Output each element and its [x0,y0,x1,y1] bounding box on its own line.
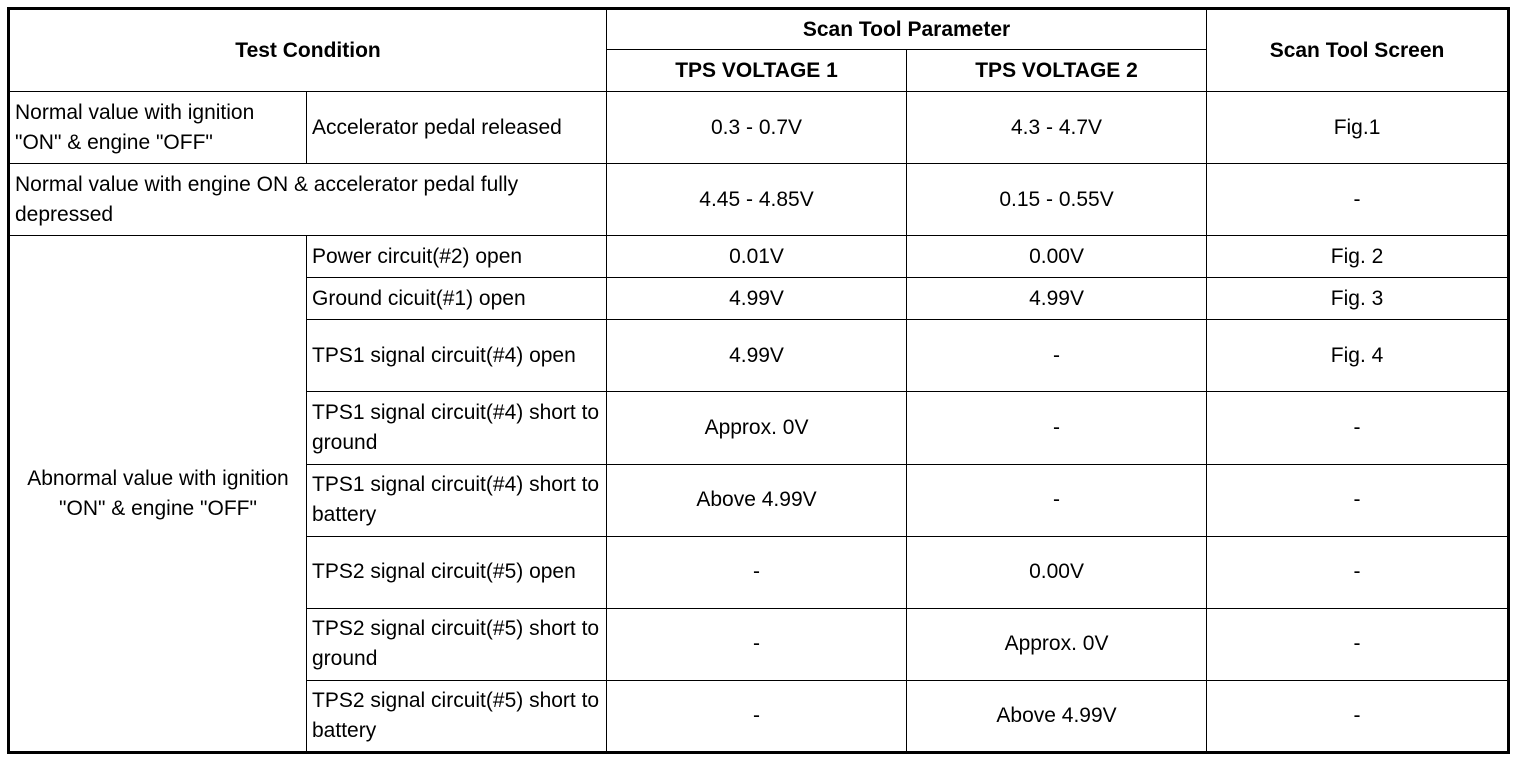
tps2-value: Approx. 0V [907,608,1207,680]
tps2-value: - [907,464,1207,536]
tps2-value: 0.15 - 0.55V [907,164,1207,236]
table-row [9,164,1509,236]
condition-cell: TPS2 signal circuit(#5) short to ground [307,608,607,680]
scan-tool-parameter-header: Scan Tool Parameter [607,9,1207,50]
tps2-value: - [907,320,1207,392]
condition-cell: TPS1 signal circuit(#4) short to battery [307,464,607,536]
condition-cell: Power circuit(#2) open [307,236,607,278]
scan-screen-value: Fig.1 [1207,92,1509,164]
tps2-value: 4.99V [907,278,1207,320]
tps1-value: 0.01V [607,236,907,278]
tps2-value: 0.00V [907,536,1207,608]
tps1-value: 4.99V [607,320,907,392]
scan-screen-value: - [1207,608,1509,680]
scan-screen-value: Fig. 2 [1207,236,1509,278]
tps-spec-table [7,7,1510,754]
tps1-value: - [607,680,907,752]
condition-cell: TPS1 signal circuit(#4) short to ground [307,392,607,464]
scan-screen-value: Fig. 3 [1207,278,1509,320]
table-row [9,236,1509,278]
condition-cell: TPS2 signal circuit(#5) short to battery [307,680,607,752]
tps1-value: Approx. 0V [607,392,907,464]
scan-screen-value: - [1207,680,1509,752]
tps2-value: Above 4.99V [907,680,1207,752]
header-row-1 [9,9,1509,50]
tps2-value: - [907,392,1207,464]
condition-cell: TPS2 signal circuit(#5) open [307,536,607,608]
condition-cell: Ground cicuit(#1) open [307,278,607,320]
tps1-value: 4.99V [607,278,907,320]
tps1-value: - [607,536,907,608]
test-condition-header: Test Condition [9,9,607,92]
tps1-value: 4.45 - 4.85V [607,164,907,236]
scan-screen-value: - [1207,164,1509,236]
scan-screen-value: - [1207,392,1509,464]
tps2-value: 4.3 - 4.7V [907,92,1207,164]
tps-voltage-2-header: TPS VOLTAGE 2 [907,50,1207,92]
tps2-value: 0.00V [907,236,1207,278]
scan-tool-screen-header: Scan Tool Screen [1207,9,1509,92]
tps1-value: Above 4.99V [607,464,907,536]
condition-cell: Accelerator pedal released [307,92,607,164]
condition-cell: TPS1 signal circuit(#4) open [307,320,607,392]
scan-screen-value: - [1207,464,1509,536]
tps-voltage-1-header: TPS VOLTAGE 1 [607,50,907,92]
condition-cell: Normal value with engine ON & accelerator pedal fully depressed [9,164,607,236]
condition-group-abnormal: Abnormal value with ignition "ON" & engine "OFF" [9,236,307,753]
tps1-value: 0.3 - 0.7V [607,92,907,164]
table-row [9,92,1509,164]
tps1-value: - [607,608,907,680]
scan-screen-value: Fig. 4 [1207,320,1509,392]
condition-group-normal: Normal value with ignition "ON" & engine "OFF" [9,92,307,164]
scan-screen-value: - [1207,536,1509,608]
